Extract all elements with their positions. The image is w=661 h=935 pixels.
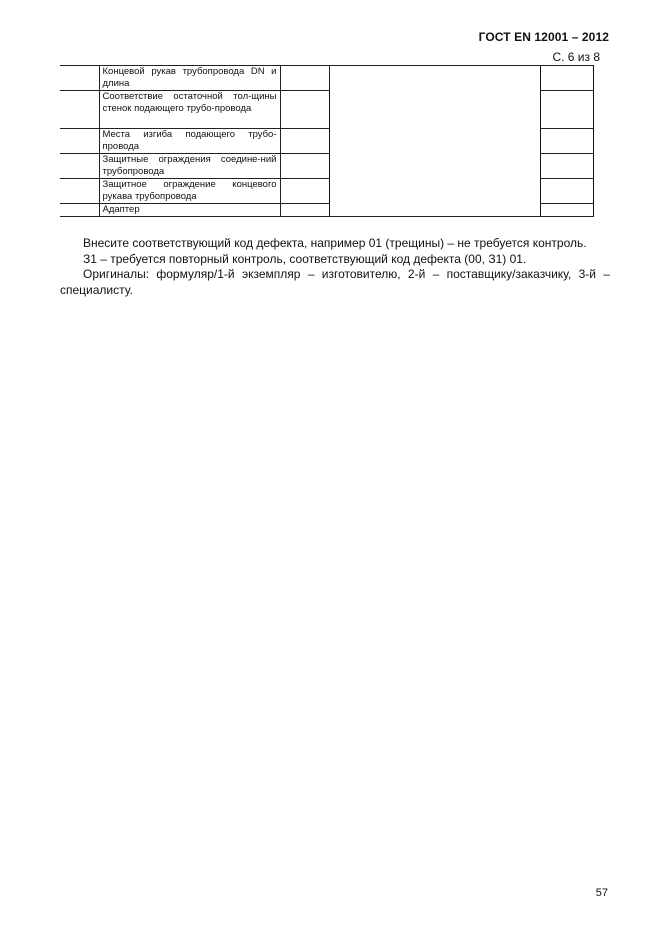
table-cell (60, 204, 99, 217)
component-name: Концевой рукав трубопровода DN и длина (99, 66, 280, 91)
table-cell (60, 179, 99, 204)
note-paragraph: Оригиналы: формуляр/1-й экземпляр – изготовителю, 2-й – поставщику/заказчику, 3-й – специалисту. (60, 267, 610, 297)
table-cell (60, 154, 99, 179)
page-number: 57 (595, 887, 608, 899)
table-cell (540, 91, 593, 129)
note-paragraph: З1 – требуется повторный контроль, соответствующий код дефекта (00, З1) 01. (83, 251, 527, 266)
table-cell (540, 154, 593, 179)
table-cell (60, 91, 99, 129)
notes-block (60, 236, 610, 298)
table-cell (540, 66, 593, 91)
component-name: Места изгиба подающего трубо-провода (99, 129, 280, 154)
table-cell (540, 129, 593, 154)
component-name: Адаптер (99, 204, 280, 217)
table-cell (280, 66, 329, 91)
table-cell (280, 179, 329, 204)
component-name: Защитное ограждение концевого рукава трубопровода (99, 179, 280, 204)
table-cell (540, 204, 593, 217)
table-cell (60, 129, 99, 154)
standard-header: ГОСТ EN 12001 – 2012 (478, 30, 609, 44)
inspection-table (60, 65, 593, 222)
table-cell (280, 204, 329, 217)
remarks-cell (329, 66, 540, 217)
component-name: Соответствие остаточной тол-щины стенок подающего трубо-провода (99, 91, 280, 129)
table-cell (280, 129, 329, 154)
table-cell (280, 154, 329, 179)
table-cell (280, 91, 329, 129)
table-cell (540, 179, 593, 204)
component-name: Защитные ограждения соедине-ний трубопровода (99, 154, 280, 179)
table-cell (60, 66, 99, 91)
table-row (60, 66, 593, 91)
page-of-indicator: С. 6 из 8 (552, 50, 600, 64)
note-paragraph: Внесите соответствующий код дефекта, например 01 (трещины) – не требуется контроль. (83, 236, 587, 250)
